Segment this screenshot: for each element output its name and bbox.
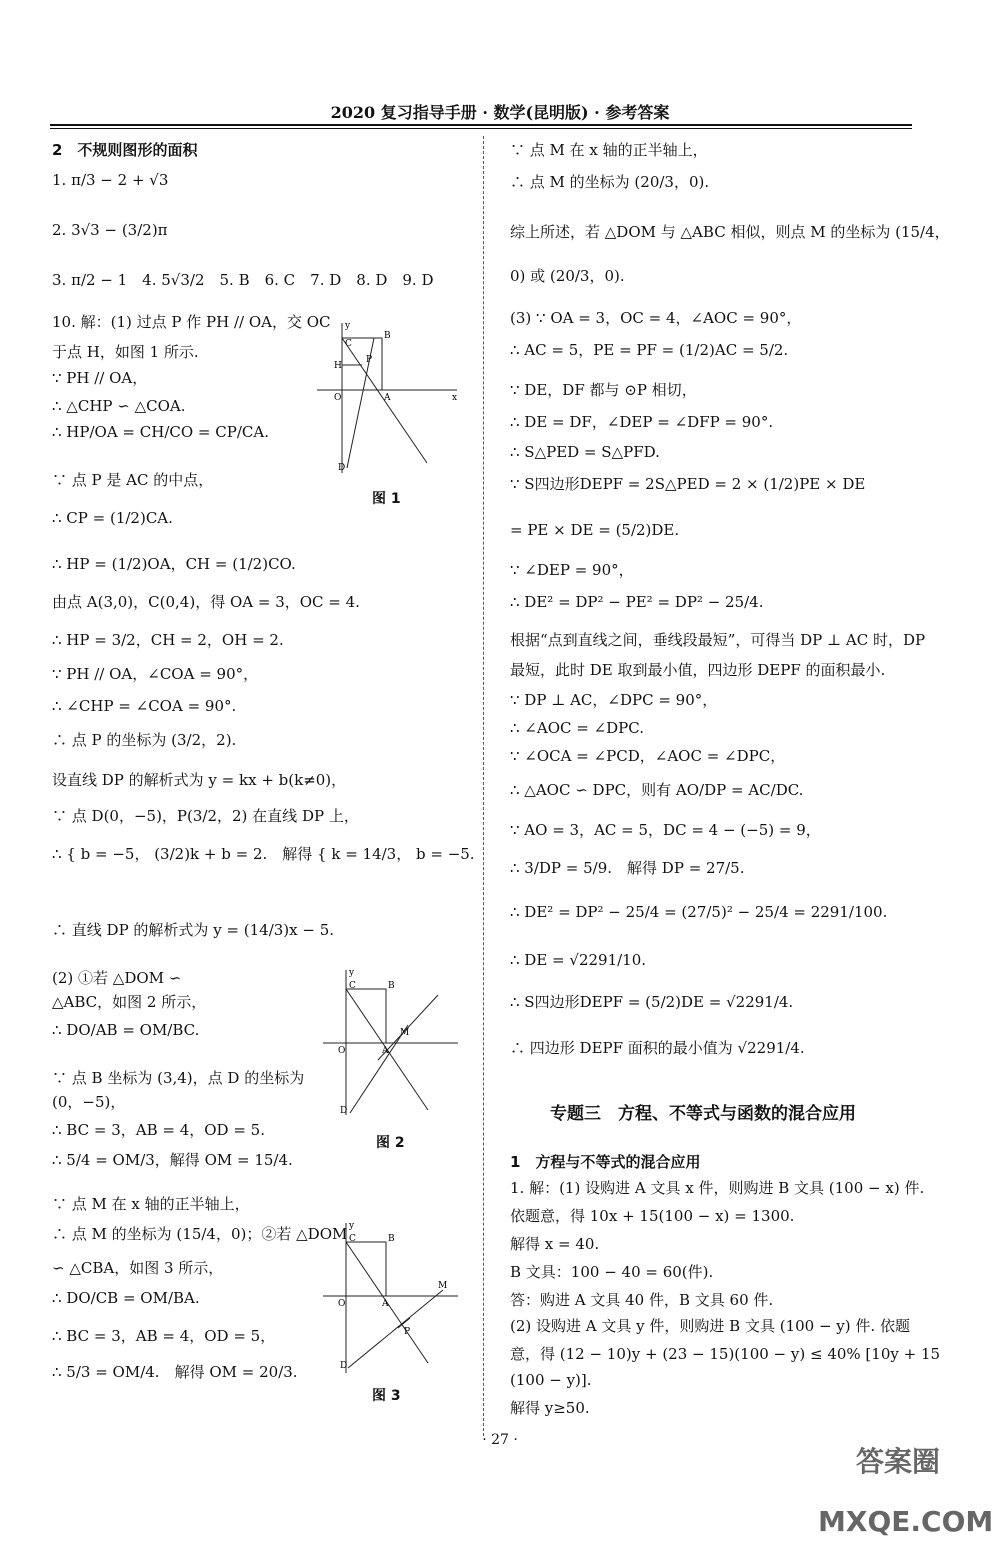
left-line: ∵ 点 P 是 AC 的中点，: [52, 471, 214, 489]
right-line: ∵ AO = 3，AC = 5，DC = 4 − (−5) = 9，: [510, 821, 821, 839]
right-line: ∴ DE = √2291/10.: [510, 951, 647, 969]
left-line: ∴ 点 M 的坐标为 (15/4，0)；②若 △DOM: [52, 1225, 348, 1243]
right-line: 根据“点到直线之间，垂线段最短”，可得当 DP ⊥ AC 时，DP: [510, 631, 926, 649]
figure-1: [312, 318, 462, 478]
left-line: ∴ { b = −5， (3/2)k + b = 2. 解得 { k = 14/3， b = −5.: [52, 845, 475, 863]
left-line: ∴ 5/4 = OM/3，解得 OM = 15/4.: [52, 1151, 293, 1169]
left-line: 1. π/3 − 2 + √3: [52, 171, 169, 189]
left-line: 2 不规则图形的面积: [52, 141, 198, 159]
right-line: = PE × DE = (5/2)DE.: [510, 521, 680, 539]
right-line: ∴ 3/DP = 5/9. 解得 DP = 27/5.: [510, 859, 745, 877]
left-line: 2. 3√3 − (3/2)π: [52, 221, 168, 239]
left-line: ∴ △CHP ∽ △COA.: [52, 397, 186, 415]
left-line: ∴ CP = (1/2)CA.: [52, 509, 173, 527]
left-line: 设直线 DP 的解析式为 y = kx + b(k≠0)，: [52, 771, 347, 789]
right-line: ∴ S四边形DEPF = (5/2)DE = √2291/4.: [510, 993, 794, 1011]
right-line: ∴ DE² = DP² − 25/4 = (27/5)² − 25/4 = 2291/100.: [510, 903, 888, 921]
page-header: 2020 复习指导手册 · 数学(昆明版) · 参考答案: [330, 103, 670, 122]
figure-2: [318, 965, 463, 1125]
header-rule-thin: [50, 128, 912, 129]
fig3-label-A: A: [382, 1299, 389, 1309]
right-line: ∵ ∠OCA = ∠PCD，∠AOC = ∠DPC，: [510, 747, 786, 765]
left-line: ∵ 点 D(0，−5)，P(3/2，2) 在直线 DP 上，: [52, 807, 359, 825]
fig3-label-B: B: [388, 1234, 395, 1244]
page-number: · 27 ·: [482, 1432, 518, 1448]
fig3-label-P: P: [404, 1327, 411, 1337]
right-column: [510, 140, 950, 1440]
right-line: ∵ ∠DEP = 90°，: [510, 561, 634, 579]
fig1-label-D: D: [338, 463, 346, 473]
right-line: 1. 解：(1) 设购进 A 文具 x 件，则购进 B 文具 (100 − x) 件.: [510, 1179, 925, 1197]
right-line: ∴ S△PED = S△PFD.: [510, 443, 660, 461]
left-line: ∴ DO/CB = OM/BA.: [52, 1289, 200, 1307]
left-line: 于点 H，如图 1 所示.: [52, 343, 199, 361]
left-line: ∵ PH // OA，: [52, 369, 148, 387]
column-divider: [483, 136, 484, 1436]
left-line: ∴ HP = (1/2)OA，CH = (1/2)CO.: [52, 555, 296, 573]
right-line: ∴ 点 M 的坐标为 (20/3，0).: [510, 173, 710, 191]
fig3-label-D: D: [340, 1361, 348, 1371]
right-line: (100 − y)].: [510, 1371, 592, 1389]
figure-2-caption: 图 2: [376, 1135, 405, 1151]
left-line: ∴ DO/AB = OM/BC.: [52, 1021, 200, 1039]
fig1-label-y: y: [345, 321, 351, 331]
right-line: ∵ S四边形DEPF = 2S△PED = 2 × (1/2)PE × DE: [510, 475, 866, 493]
right-line: ∴ AC = 5，PE = PF = (1/2)AC = 5/2.: [510, 341, 789, 359]
right-line: 依题意，得 10x + 15(100 − x) = 1300.: [510, 1207, 795, 1225]
left-line: ∵ PH // OA，∠COA = 90°，: [52, 665, 259, 683]
left-line: (0，−5)，: [52, 1093, 126, 1111]
fig1-label-O: O: [334, 393, 342, 403]
fig3-label-O: O: [338, 1299, 346, 1309]
left-line: (2) ①若 △DOM ∽: [52, 969, 182, 987]
left-line: 3. π/2 − 1 4. 5√3/2 5. B 6. C 7. D 8. D 9. D: [52, 271, 434, 289]
right-line: ∴ DE = DF，∠DEP = ∠DFP = 90°.: [510, 413, 774, 431]
right-line: 答：购进 A 文具 40 件，B 文具 60 件.: [510, 1291, 774, 1309]
right-line: ∵ 点 M 在 x 轴的正半轴上，: [510, 141, 708, 159]
fig2-label-y: y: [349, 968, 355, 978]
fig1-label-x: x: [452, 393, 458, 403]
right-line: B 文具：100 − 40 = 60(件).: [510, 1263, 714, 1281]
right-line: ∴ 四边形 DEPF 面积的最小值为 √2291/4.: [510, 1039, 805, 1057]
right-line: 解得 y≥50.: [510, 1399, 590, 1417]
right-line: ∵ DP ⊥ AC，∠DPC = 90°，: [510, 691, 718, 709]
left-line: △ABC，如图 2 所示，: [52, 993, 207, 1011]
fig2-label-M: M: [400, 1028, 410, 1038]
fig1-label-H: H: [334, 361, 342, 371]
fig3-label-y: y: [349, 1221, 355, 1231]
header-rule: [50, 124, 912, 126]
fig2-label-A: A: [382, 1046, 389, 1056]
fig3-label-M: M: [438, 1281, 448, 1291]
fig2-label-O: O: [338, 1046, 346, 1056]
fig2-label-C: C: [349, 981, 356, 991]
right-line: 最短，此时 DE 取到最小值，四边形 DEPF 的面积最小.: [510, 661, 886, 679]
left-line: ∴ 5/3 = OM/4. 解得 OM = 20/3.: [52, 1363, 298, 1381]
right-line: (3) ∵ OA = 3，OC = 4，∠AOC = 90°，: [510, 309, 802, 327]
left-line: ∴ ∠CHP = ∠COA = 90°.: [52, 697, 237, 715]
right-line: ∵ DE，DF 都与 ⊙P 相切，: [510, 381, 697, 399]
left-line: ∴ BC = 3，AB = 4，OD = 5，: [52, 1327, 276, 1345]
left-line: ∵ 点 B 坐标为 (3,4)，点 D 的坐标为: [52, 1069, 305, 1087]
right-line: 1 方程与不等式的混合应用: [510, 1153, 701, 1171]
left-line: ∴ HP/OA = CH/CO = CP/CA.: [52, 423, 269, 441]
fig1-label-P: P: [366, 355, 373, 365]
fig2-label-B: B: [388, 981, 395, 991]
right-line: 综上所述，若 △DOM 与 △ABC 相似，则点 M 的坐标为 (15/4，: [510, 223, 950, 241]
figure-3: [318, 1218, 463, 1378]
left-line: ∽ △CBA，如图 3 所示，: [52, 1259, 224, 1277]
right-line: 解得 x = 40.: [510, 1235, 600, 1253]
right-line: 0) 或 (20/3，0).: [510, 267, 625, 285]
fig1-label-B: B: [384, 331, 391, 341]
right-line: ∴ △AOC ∽ DPC，则有 AO/DP = AC/DC.: [510, 781, 804, 799]
left-line: 10. 解：(1) 过点 P 作 PH // OA，交 OC: [52, 313, 331, 331]
figure-1-caption: 图 1: [372, 491, 401, 507]
fig1-label-C: C: [345, 339, 352, 349]
left-line: ∴ 点 P 的坐标为 (3/2，2).: [52, 731, 237, 749]
right-line: (2) 设购进 A 文具 y 件，则购进 B 文具 (100 − y) 件. 依题: [510, 1317, 910, 1335]
left-line: ∴ BC = 3，AB = 4，OD = 5.: [52, 1121, 265, 1139]
watermark-logo: 答案圈 MXQE.COM: [818, 1445, 994, 1538]
fig1-label-A: A: [384, 393, 391, 403]
fig3-label-C: C: [349, 1234, 356, 1244]
left-line: 由点 A(3,0)，C(0,4)，得 OA = 3，OC = 4.: [52, 593, 360, 611]
left-line: ∴ 直线 DP 的解析式为 y = (14/3)x − 5.: [52, 921, 335, 939]
right-line: 意，得 (12 − 10)y + (23 − 15)(100 − y) ≤ 40% [10y + 15: [510, 1345, 941, 1363]
figure-3-caption: 图 3: [372, 1388, 401, 1404]
right-line: 专题三 方程、不等式与函数的混合应用: [550, 1104, 856, 1124]
left-line: ∴ HP = 3/2，CH = 2，OH = 2.: [52, 631, 284, 649]
left-line: ∵ 点 M 在 x 轴的正半轴上，: [52, 1195, 250, 1213]
right-line: ∴ ∠AOC = ∠DPC.: [510, 719, 644, 737]
right-line: ∴ DE² = DP² − PE² = DP² − 25/4.: [510, 593, 764, 611]
fig2-label-D: D: [340, 1106, 348, 1116]
